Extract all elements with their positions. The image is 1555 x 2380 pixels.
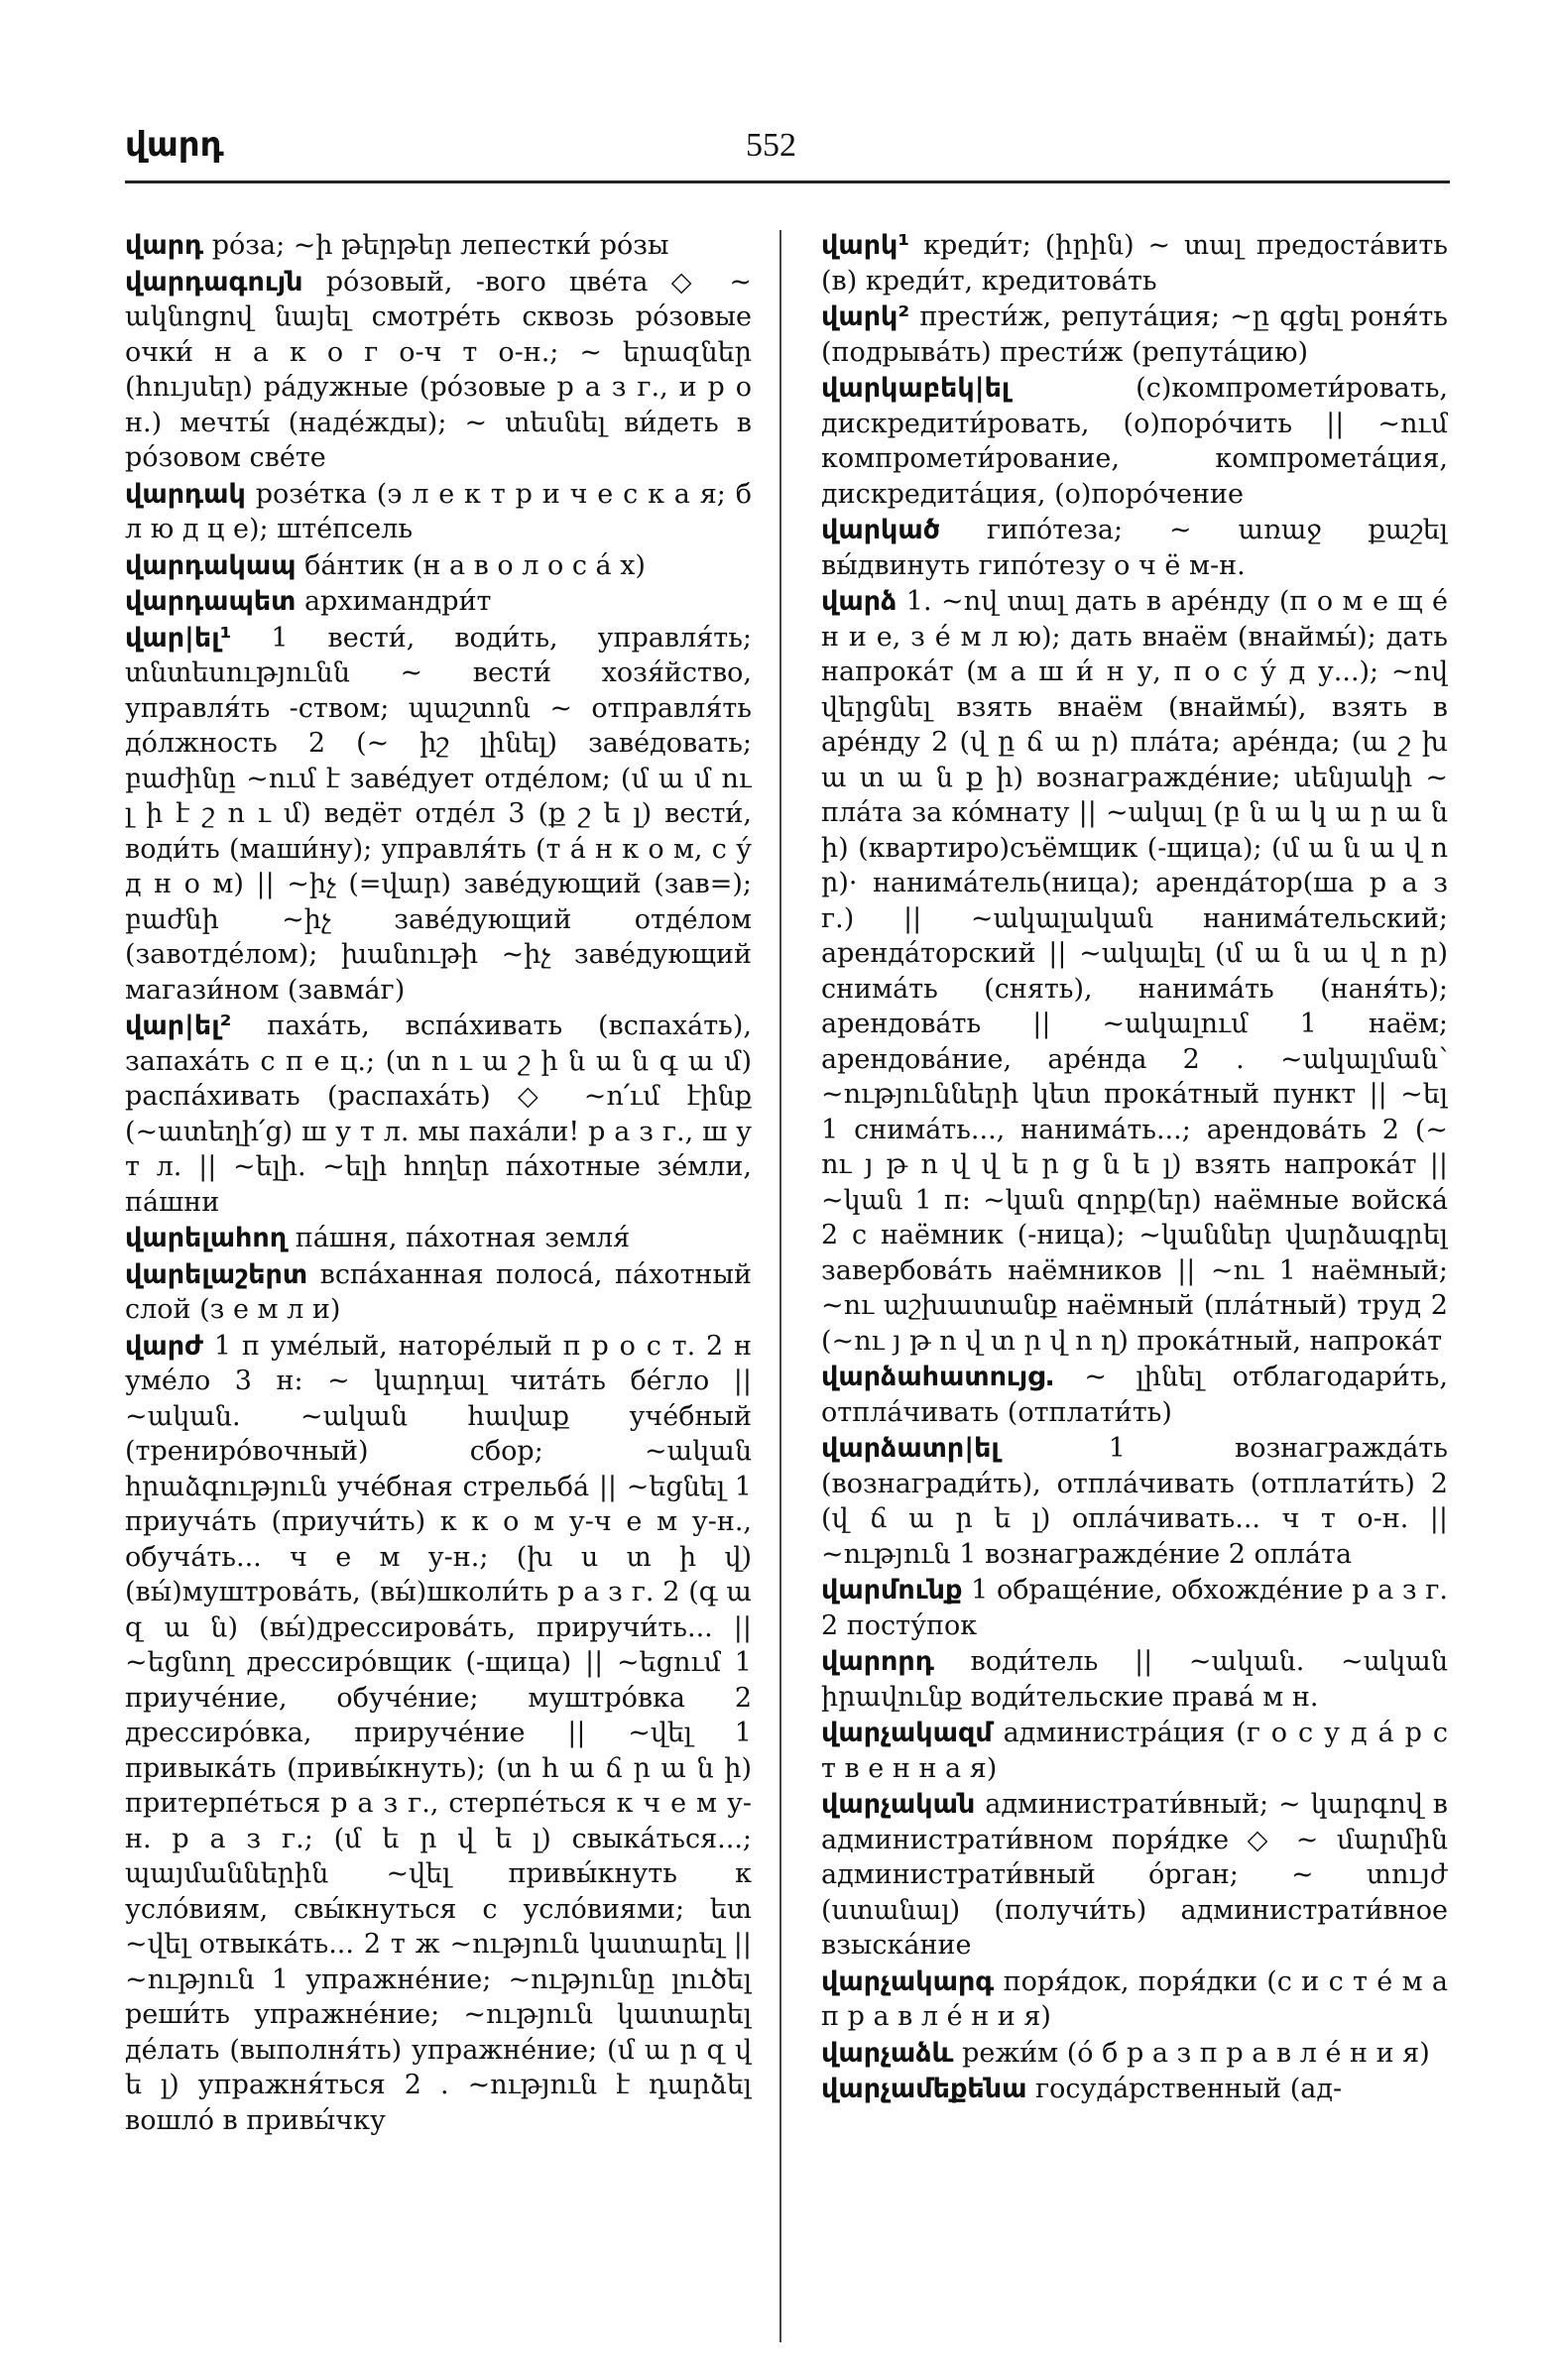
entry-definition: архимандри́т bbox=[296, 586, 492, 617]
entry-definition: ро́за; ~ի թերթեր лепестки́ ро́зы bbox=[203, 230, 669, 261]
dictionary-entry bbox=[821, 513, 1448, 583]
entry-headword: վարչակարգ bbox=[821, 1965, 995, 1997]
dictionary-entry bbox=[821, 584, 1448, 1359]
dictionary-entry bbox=[821, 228, 1448, 298]
dictionary-entry bbox=[821, 1787, 1448, 1964]
entry-headword: վար|ել² bbox=[125, 1011, 232, 1041]
dictionary-entry bbox=[125, 228, 752, 264]
entry-definition: 1 вести́, води́ть, управля́ть; տնտեսությունն ~ вести́ хозя́йство, управля́ть -ством; պաշտոն ~ отправля́ть до́лжность 2 (~ իշ լինել) заве́довать; բաժինը ~ում է заве́дует отде́лом; (մ ա մ ու լ ի է շ ո ւ մ) ведёт отде́л 3 (ք շ ե լ) вести́, води́ть (маши́ну); управля́ть (т а́ н к о м, с у́ д н о м) || ~իչ (=վար) заве́дующий (зав=); բաժնի ~իչ заве́дующий отде́лом (завотде́лом); խանութի ~իչ заве́дующий магази́ном (завма́г) bbox=[125, 622, 752, 1006]
entry-headword: վարելահող bbox=[125, 1223, 288, 1253]
page-number: 552 bbox=[746, 127, 796, 164]
dictionary-entry bbox=[821, 1431, 1448, 1572]
entry-headword: վարդագույն bbox=[125, 266, 303, 298]
entry-headword: վարդ bbox=[125, 230, 204, 261]
entry-definition: 1 вознагражда́ть (вознагради́ть), отпла́чивать (отплати́ть) 2 (վ ճ ա ր ե լ) опла́чивать... ч т о-н. || ~ություն 1 вознагражде́ние 2 опла́та bbox=[821, 1433, 1448, 1570]
dictionary-entry bbox=[821, 299, 1448, 370]
entry-headword: վարկ¹ bbox=[821, 230, 910, 261]
dictionary-entry bbox=[821, 1964, 1448, 2035]
entry-definition: вспа́ханная полоса́, па́хотный слой (з е м л и) bbox=[125, 1258, 752, 1325]
dictionary-entry bbox=[125, 265, 752, 476]
dictionary-entry bbox=[821, 1573, 1448, 1643]
entry-definition: води́тель || ~ական. ~ական իրավունք води́тельские права́ м н. bbox=[821, 1646, 1448, 1713]
entry-headword: վարձահատույց. bbox=[821, 1362, 1055, 1392]
dictionary-entry bbox=[125, 584, 752, 620]
entry-definition: 1. ~ով տալ дать в аре́нду (п о м е щ е́ н и е, з е́ м л ю); дать внаём (внаймы́); дать напрока́т (м а ш и́ н у, п о с у́ д у...); ~ով վերցնել взять внаём (внаймы́), взять в аре́нду 2 (վ ը ճ ա ր) пла́та; аре́нда; (ա շ խ ա տ ա ն ք ի) вознагражде́ние; սենյակի ~ пла́та за ко́мнату || ~ակալ (բ ն ա կ ա ր ա ն ի) (квартиро)съёмщик (-щица); (մ ա ն ա վ ո ր)· нанима́тель(ница); аренда́тор(ша р а з г.) || ~ակալական нанима́тельский; аренда́торский || ~ակալել (մ ա ն ա վ ո ր) снима́ть (снять), нанима́ть (наня́ть); арендова́ть || ~ակալում 1 наём; арендова́ние, аре́нда 2 . ~ակալման՝ ~ությունների կետ прока́тный пункт || ~ել 1 снима́ть..., нанима́ть...; арендова́ть 2 (~ ու յ թ ո վ վ ե ր ց ն ե լ) взять напрока́т || ~կան 1 п: ~կան զորք(եր) наёмные войска́ 2 с наёмник (-ница); ~կաններ վարձագրել завербова́ть наёмников || ~ու 1 наёмный; ~ու աշխատանք наёмный (пла́тный) труд 2 (~ու յ թ ո վ տ ր վ ո ղ) прока́тный, напрока́т bbox=[821, 586, 1448, 1357]
entry-headword: վարմունք bbox=[821, 1575, 963, 1606]
entry-definition: ро́зовый, -вого цве́та ◇ ~ ակնոցով նայել смотре́ть сквозь ро́зовые очки́ н а к о г о-ч т о-н.; ~ երազներ (հույսեր) ра́дужные (ро́зовые р а з г., и р о н.) мечты́ (наде́жды); ~ տեսնել ви́деть в ро́зовом све́те bbox=[125, 266, 752, 473]
entry-headword: վարդակապ bbox=[125, 549, 297, 581]
entry-headword: վարձ bbox=[821, 586, 897, 617]
entry-definition: (с)компромети́ровать, дискредити́ровать, (о)поро́чить || ~ում компромети́рование, компромета́ция, дискредита́ция, (о)поро́чение bbox=[821, 373, 1448, 510]
entry-definition: 1 обраще́ние, обхожде́ние р а з г. 2 посту́пок bbox=[821, 1575, 1448, 1641]
dictionary-entry bbox=[125, 1257, 752, 1328]
entry-headword: վար|ել¹ bbox=[125, 622, 232, 654]
entry-headword: վարժ bbox=[125, 1330, 204, 1362]
dictionary-entry bbox=[125, 621, 752, 1009]
dictionary-entry bbox=[821, 1644, 1448, 1715]
entry-headword: վարկ² bbox=[821, 301, 910, 332]
right-column bbox=[821, 228, 1448, 2330]
entry-definition: ~ լինել отблагодари́ть, отпла́чивать (отплати́ть) bbox=[821, 1362, 1448, 1428]
entry-headword: վարդապետ bbox=[125, 586, 297, 617]
column-divider bbox=[779, 230, 781, 2342]
entry-definition: администрати́вный; ~ կարգով в администрати́вном поря́дке ◇ ~ մարմին администрати́вный о́рган; ~ տույժ (ստանալ) (получи́ть) администрати́вное взыска́ние bbox=[821, 1789, 1448, 1961]
dictionary-entry bbox=[821, 371, 1448, 512]
entry-definition: режи́м (о́ б р а з п р а в л е́ н и я) bbox=[953, 2037, 1430, 2069]
entry-headword: վարձատր|ել bbox=[821, 1433, 1000, 1464]
dictionary-entry bbox=[125, 1221, 752, 1256]
entry-definition: 1 п уме́лый, наторе́лый п р о с т. 2 н уме́ло 3 н: ~ կարդալ чита́ть бе́гло || ~ական. ~ական հավաք уче́бный (трениро́вочный) сбор; ~ական հրաձգություն уче́бная стрельба́ || ~եցնել 1 приуча́ть (приучи́ть) к к о м у-ч е м у-н., обуча́ть... ч е м у-н.; (խ ս տ ի վ) (вы́)муштрова́ть, (вы́)школи́ть р а з г. 2 (գ ա զ ա ն) (вы́)дрессирова́ть, приручи́ть... || ~եցնող дрессиро́вщик (-щица) || ~եցում 1 приуче́ние, обуче́ние; муштро́вка 2 дрессиро́вка, прируче́ние || ~վել 1 привыка́ть (привы́кнуть); (տ հ ա ճ ր ա ն ի) притерпе́ться р а з г., стерпе́ться к ч е м у-н. р а з г.; (մ ե ր վ ե լ) свыка́ться...; պայմաններին ~վել привы́кнуть к усло́виям, свы́кнуться с усло́виями; ետ ~վել отвыка́ть... 2 т ж ~ություն կատարել || ~ություն 1 упражне́ние; ~ությունը լուծել реши́ть упражне́ние; ~ություն կատարել де́лать (выполня́ть) упражне́ние; (մ ա ր զ վ ե լ) упражня́ться 2 . ~ություն է դարձել вошло́ в привы́чку bbox=[125, 1330, 752, 2136]
entry-headword: վարչական bbox=[821, 1789, 976, 1820]
entry-definition: розе́тка (э л е к т р и ч е с к а я; б л ю д ц е); ште́псель bbox=[125, 478, 752, 544]
entry-headword: վարդակ bbox=[125, 478, 246, 510]
running-head-guide-word: վարդ bbox=[125, 125, 224, 165]
entry-headword: վարչամեքենա bbox=[821, 2074, 1027, 2104]
entry-definition: госуда́рственный (ад- bbox=[1026, 2074, 1343, 2104]
entry-headword: վարորդ bbox=[821, 1646, 934, 1677]
entry-definition: администра́ция (г о с у д а́ р с т в е н н а я) bbox=[821, 1718, 1448, 1784]
dictionary-entry bbox=[821, 1360, 1448, 1430]
entry-headword: վարկած bbox=[821, 515, 940, 545]
entry-headword: վարչաձև bbox=[821, 2037, 954, 2069]
entry-definition: поря́док, поря́дки (с и с т е́ м а п р а в л е́ н и я) bbox=[821, 1965, 1448, 2032]
entry-headword: վարկաբեկ|ել bbox=[821, 373, 1011, 404]
dictionary-entry bbox=[821, 2072, 1448, 2107]
entry-definition: прести́ж, репута́ция; ~ը գցել роня́ть (подрыва́ть) прести́ж (репута́цию) bbox=[821, 301, 1448, 368]
entry-headword: վարչակազմ bbox=[821, 1718, 993, 1748]
dictionary-entry bbox=[821, 2036, 1448, 2072]
entry-definition: па́шня, па́хотная земля́ bbox=[287, 1223, 631, 1253]
header-rule bbox=[125, 180, 1450, 183]
dictionary-entry bbox=[125, 1329, 752, 2139]
dictionary-entry bbox=[125, 1009, 752, 1220]
entry-definition: ба́нтик (н а в о л о с а́ х) bbox=[296, 549, 646, 581]
dictionary-entry bbox=[821, 1716, 1448, 1786]
entry-headword: վարելաշերտ bbox=[125, 1258, 308, 1290]
entry-definition: гипо́теза; ~ առաջ քաշել вы́двинуть гипо́тезу о ч ё м-н. bbox=[821, 515, 1448, 581]
entry-definition: паха́ть, вспа́хивать (вспаха́ть), запаха́ть с п е ц.; (տ ո ւ ա շ ի ն ա ն գ ա մ) распа́хивать (распаха́ть) ◇ ~ո՛ւմ էինք (~ատեղի՛ց) ш у т л. мы паха́ли! р а з г., ш у т л. || ~ելի. ~ելի հողեր па́хотные зе́мли, па́шни bbox=[125, 1011, 752, 1218]
left-column bbox=[125, 228, 752, 2330]
dictionary-entry bbox=[125, 548, 752, 584]
dictionary-entry bbox=[125, 477, 752, 547]
entry-definition: креди́т; (իրին) ~ տալ предоста́вить (в) креди́т, кредитова́ть bbox=[821, 230, 1448, 297]
